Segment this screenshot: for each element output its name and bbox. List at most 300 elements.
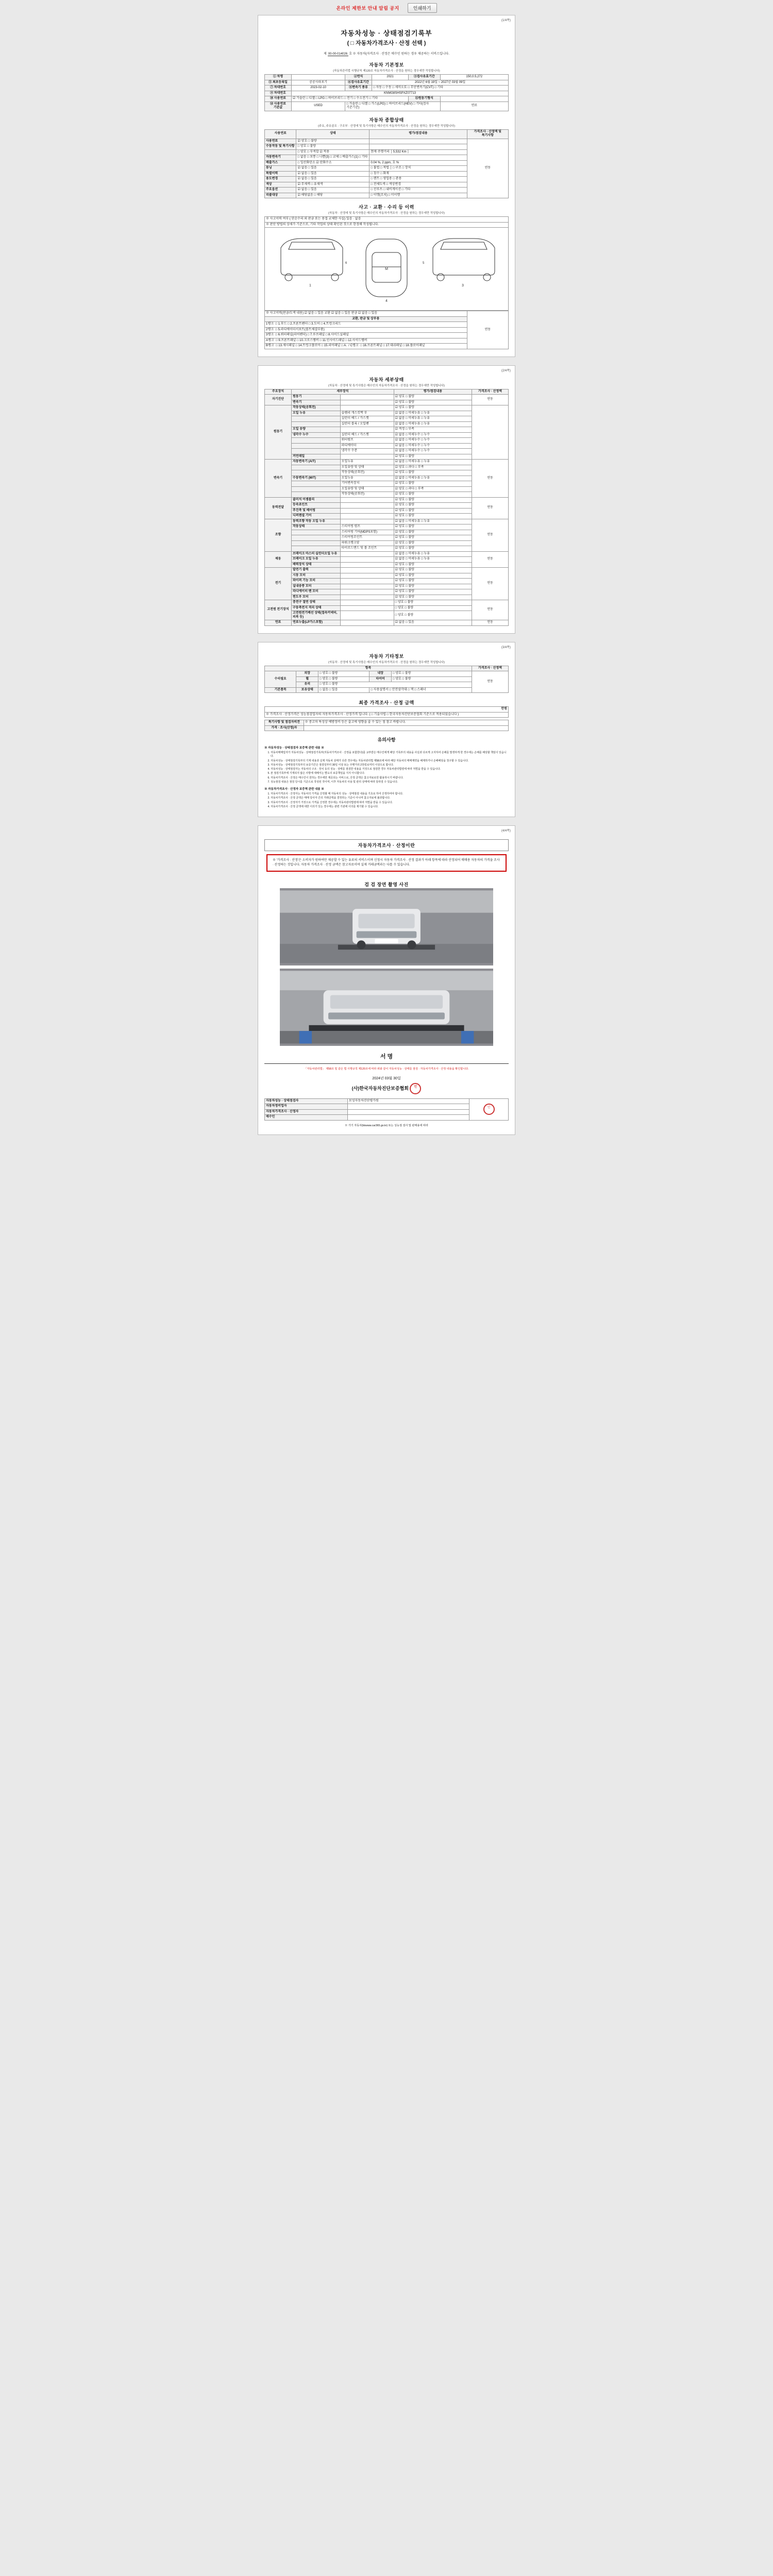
special-notes-table (264, 720, 509, 731)
detail-item-state: ☑ 양호 □ 불량 (394, 579, 472, 584)
detail-item-state: ☑ 양호 □ 불량 (394, 481, 472, 487)
detail-item-state: ☑ 없음 □ 미세누유 □ 누유 (394, 411, 472, 416)
table-row (265, 720, 509, 726)
detail-item-part (340, 503, 394, 509)
detail-item-sub (292, 535, 341, 541)
detail-item-state: ☑ 양호 □ 불량 (394, 454, 472, 460)
document-number-line (264, 51, 509, 56)
detail-body (265, 395, 509, 626)
detail-group-2-name: 변속기 (265, 460, 292, 498)
sign-row-1-value (347, 1104, 469, 1110)
other-row-1-c2: 타이어 (369, 676, 392, 682)
overall-row-9-state: ☑ 없음 □ 있음 (296, 188, 369, 193)
detail-item-part (340, 584, 394, 589)
detail-group-6-note: 연동 (472, 568, 509, 600)
detail-group-5-name: 제동 (265, 551, 292, 568)
detail-item-part: 실린더 헤드 / 가스켓 (340, 416, 394, 422)
signature-company-name: (사)한국자동차진단보증협회 (351, 1085, 409, 1091)
detail-item-part (340, 620, 394, 626)
detail-item-part (340, 579, 394, 584)
detail-item-part: 오일누유 (340, 460, 394, 465)
overall-row-3-state: □ 없음 □ 보통 □ 나쁨(3) □ 교체 □ 배출가스(1) □ 기타 (296, 155, 369, 161)
overall-row-9-key: 주요옵션 (265, 188, 296, 193)
basic-value-mileage: 150,0.5,272 (440, 75, 509, 80)
accident-notes-table (264, 216, 509, 228)
detail-head-3: 가격조사 · 산정액 (472, 389, 509, 395)
overall-row-7-key: 용도변경 (265, 177, 296, 182)
page-number-3: (3/4쪽) (501, 646, 511, 649)
notice-item: 5. 본 점검기록부에 기재되지 않은 사항에 대해서는 별도의 보증책임을 지지 아니합니다. (271, 772, 509, 775)
overall-row-4-detail: 0.04 %, 2 ppm, 호 % (369, 160, 467, 166)
doc-no-prefix: 제 (324, 53, 327, 56)
detail-item-part (340, 595, 394, 600)
basic-value-regdate: 2023-02-10 (292, 86, 345, 91)
notice-section-1-heading: ※ 자동차가격조사 · 산정자 보증책 관련 내용 ※ (264, 788, 324, 791)
detail-item-state: ☑ 양호 □ 불량 (394, 595, 472, 600)
detail-item-sub (292, 438, 341, 444)
detail-item-sub: 냉각수 누수 (292, 432, 341, 438)
detail-item-state: ☑ 없음 □ 미세누유 □ 누유 (394, 557, 472, 563)
overall-row-9-detail: □ 선루프 □ 내비게이션 □ 기타 (369, 188, 467, 193)
detail-item-sub (292, 449, 341, 454)
notice-item: 7. 성능점검 내용은 점검 당시를 기준으로 작성된 것이며, 이후 자동차의 사용 및 관리 상태에 따라 달라질 수 있습니다. (271, 781, 509, 784)
basic-value-name (292, 75, 345, 80)
overall-row-7-state: ☑ 없음 □ 있음 (296, 177, 369, 182)
section-note-accident: (자동차 · 산정에 및 특기사항은 매수인의 자동차가격조사 · 산정을 원하는 경우에만 작성합니다) (328, 212, 445, 215)
notice-item: 4. 자동차성능 · 상태점검자는 자동차의 구조 · 장치 등의 성능 · 상태를 점검한 내용을 거짓으로 점검한 경우 자동차관리법령에 따라 처벌을 받을 수 있습니다. (271, 768, 509, 771)
other-head-blank: 항목 (265, 666, 472, 671)
detail-item-state: ☑ 양호 □ 과다 □ 부족 (394, 465, 472, 470)
notice-section-1-list (271, 792, 509, 809)
assessor-label: 가격 · 조사(산정)자 (265, 725, 304, 731)
detail-item-part: 슬램리 개스킷짝 부 (340, 411, 394, 416)
basic-label-inspection: ⑥검사유효기간 (345, 80, 372, 86)
svg-text:M: M (385, 267, 388, 271)
signature-date: 2024년 03월 30일 (372, 1076, 401, 1080)
detail-item-sub: 커먼레일 (292, 454, 341, 460)
detail-item-part: 실린더 헤드 / 가스켓 (340, 432, 394, 438)
sign-seal-cell (469, 1098, 509, 1120)
detail-item-sub: 실내송풍 모터 (292, 584, 341, 589)
other-row-3-key: 기본품목 (265, 687, 296, 693)
detail-item-state: ☑ 양호 □ 불량 (394, 492, 472, 498)
accident-note-value: 연동 (467, 311, 508, 349)
print-button[interactable]: 인쇄하기 (408, 3, 437, 13)
detail-item-sub: 와이퍼 기능 모터 (292, 579, 341, 584)
detail-item-sub: 구동축전지 격리 상태 (292, 605, 341, 611)
inspection-photo-front (280, 888, 493, 965)
detail-item-sub: 작동상태 (292, 524, 341, 530)
detail-item-part (340, 573, 394, 579)
detail-item-sub: 고전원전기배선 상태(접속커넥터,피복 등) (292, 611, 341, 620)
section-title-overall: 자동차 종합상태 (369, 117, 404, 123)
divider (264, 1063, 509, 1064)
detail-item-sub: 동력조향 작동 오일 누유 (292, 519, 341, 524)
signature-table (264, 1098, 509, 1121)
overall-row-8-key: 색상 (265, 182, 296, 188)
detail-item-sub (292, 530, 341, 535)
detail-item-state: ☑ 양호 □ 불량 (394, 540, 472, 546)
toolbar (0, 0, 773, 15)
detail-item-part: 오일누유 (340, 476, 394, 481)
overall-row-1-state: □ 양호 □ 불량 (296, 144, 369, 150)
basic-value-fuel-unit: 연료 (440, 101, 509, 111)
basic-label-fuel: ⑩ 사용연료 (265, 96, 292, 102)
legend-2-key: 3랭크 (266, 333, 274, 336)
overall-row-4-key: 배출가스 (265, 160, 296, 166)
detail-item-part (340, 600, 394, 606)
accident-legend-2 (265, 333, 467, 338)
overall-row-1-key: 수동작동 및 특기사항 (265, 144, 296, 150)
detail-item-state: ☑ 양호 □ 불량 (394, 514, 472, 519)
detail-item-state: ☑ 양호 □ 불량 (394, 405, 472, 411)
table-row (265, 460, 509, 465)
detail-item-state: ☑ 없음 □ 미세누유 □ 누유 (394, 519, 472, 524)
section-title-basic: 자동차 기본정보 (369, 62, 404, 67)
notice-item: 2. 자동차가격조사 · 산정 금액은 매매 당사자 간의 거래금액을 결정하는 기준이 아니며 참고자료에 불과합니다. (271, 796, 509, 800)
detail-item-sub: 작동상태(공회전) (292, 405, 341, 411)
basic-value-fuel: ☑ 가솔린 □ 디젤 □ LPG □ 하이브리드 □ 전기 □ 수소전기 □ 기타 (292, 96, 409, 102)
detail-item-sub: 발전기 출력 (292, 568, 341, 573)
other-note: 연동 (472, 671, 509, 693)
signature-title: 서 명 (380, 1054, 393, 1060)
table-row (265, 91, 509, 96)
valuation-red-box: ※ '가격조사 · 산정'은 소비자가 원하여만 제공할 수 있는 유료의 서비스이며 신청시 자동차 가격조사 · 산정 결과가 아래 항목에 따라 산정되어 매매용 자동차의 가격을 조사 · 산정하는 것입니다. 자동차 가격조사 · 산정 금액은 참고자료이며 실제 거래금액과는 다를 수 있습니다. (266, 854, 507, 872)
detail-item-part: 파워크랭크암 (340, 540, 394, 546)
table-row (265, 217, 509, 223)
detail-group-5-note: 연동 (472, 551, 509, 568)
notice-item: 3. 자동차성능 · 상태점검기록부의 보증기간은 점검일부터 30일 이상 또는 주행거리 2천킬로미터 이상으로 합니다. (271, 764, 509, 767)
accident-legend-4: B랭크 □ 13.섀시패널 □ 14.트렁크플로어 □ 15.리어패널 □ A. / C랭크 □ 16.프론트패널 □ 17.대쉬패널 □ 18.플로어패널 (265, 344, 467, 349)
detail-item-state: ☑ 없음 □ 미세누유 □ 누유 (394, 476, 472, 481)
table-row (265, 405, 509, 411)
detail-item-part (340, 589, 394, 595)
sign-row-1-key: 자동차정비업자 (265, 1104, 348, 1110)
accident-result-table (264, 311, 509, 349)
overall-state-table (264, 129, 509, 199)
overall-row-1-detail (369, 144, 467, 150)
detail-item-sub: 브레이크 마스터 실린더오일 누유 (292, 551, 341, 557)
notice-section-0-list (271, 751, 509, 784)
detail-group-1-name: 원동기 (265, 405, 292, 460)
basic-label-fuelstd: ⑫ 사용연료 기준값 (265, 101, 292, 111)
signature-footer: ※ 가기 자동차(kkwww.car365.go.kr) 또는 성능점 검사 및 판매용에 따라 (345, 1124, 428, 1127)
detail-item-part: 작동상태(공회전) (340, 470, 394, 476)
detail-group-2-note: 연동 (472, 460, 509, 498)
notice-link[interactable]: 온라인 제한보 안내 알림 공지 (336, 6, 399, 11)
doc-no-suffix: 호 ※ 자동차(자격조사 · 산정은 매수인 원하는 경우 제공하는 서비스입니다. (349, 53, 449, 56)
table-row (265, 600, 509, 606)
table-row (265, 96, 509, 102)
detail-item-state: ☑ 양호 □ 불량 (394, 395, 472, 400)
legend-2-items: □ 6.쿼터패널(리어펜더) □ 7.루프패널 □ 8.사이드실패널 (275, 333, 349, 336)
other-row-0-v1: □ 양호 □ 불량 (318, 671, 369, 677)
overall-row-6-detail: □ 침수 □ 화재 (369, 171, 467, 177)
notice-item: 6. 자동차가격조사 · 산정은 매수인이 원하는 경우에만 제공되는 서비스로, 산정 금액은 참고자료로만 활용하시기 바랍니다. (271, 776, 509, 780)
detail-item-state: ☑ 적정 □ 부족 (394, 427, 472, 433)
detail-item-state: ☑ 없음 □ 미세누유 □ 누유 (394, 421, 472, 427)
other-row-1-c1: 휠 (296, 676, 318, 682)
detail-group-3-note: 연동 (472, 497, 509, 519)
detail-item-sub: 오일 누유 (292, 411, 341, 416)
legend-3-key: A랭크 (266, 338, 274, 342)
detail-item-sub (292, 540, 341, 546)
detail-item-sub: 추진축 및 베어링 (292, 508, 341, 514)
detail-item-sub: 클러치 어셈블리 (292, 497, 341, 503)
basic-value-fuelstd-detail: □ 가솔린 □ 디젤 □ 가스(LPG) □ 하이브리드(HEV) □ 기타(검사 기준기준) (345, 101, 440, 111)
notice-body (264, 746, 509, 809)
table-header-row (265, 129, 509, 139)
valuation-title: 자동차가격조사 · 산정이란 (264, 839, 509, 851)
overall-row-2-detail: 현재 주행거리 │ 5,532 Km │ (369, 149, 467, 155)
overall-head-2: 평가/점검내용 (369, 129, 467, 139)
detail-item-sub: 오일 유량 (292, 427, 341, 433)
detail-item-state: ☑ 양호 □ 불량 (394, 400, 472, 405)
detail-item-part (340, 395, 394, 400)
detail-item-state: ☑ 양호 □ 과다 □ 부족 (394, 486, 472, 492)
table-row (265, 620, 509, 626)
legend-0-items: □ 1.후드 □ 2.프론트펜더 □ 3.도어 □ 4.트렁크리드 (275, 323, 341, 326)
legend-3-items: □ 9.프론트패널 □ 10.크로스멤버 □ 11.인사이드패널 □ 12.사이드멤버 (275, 338, 367, 342)
detail-item-part: 냉각수 수분 (340, 449, 394, 454)
overall-note: 연동 (467, 139, 508, 198)
basic-label-validity: ③검사유효기간 (409, 75, 440, 80)
table-row (265, 671, 509, 677)
section-note-other: (자동차 · 산정에 및 특기사항은 매수인의 자동차가격조사 · 산정을 원하는 경우에만 작성합니다) (328, 660, 445, 664)
overall-row-5-detail: □ 불법 □ 적법 │ □ 구조 □ 장치 (369, 166, 467, 172)
detail-group-3-name: 동력전달 (265, 497, 292, 519)
other-row-1-v2: □ 양호 □ 불량 (391, 676, 472, 682)
detail-item-state: ☑ 양호 □ 불량 (394, 535, 472, 541)
detail-item-sub: 배력장치 상태 (292, 562, 341, 568)
car-damage-svg (267, 230, 506, 307)
sign-row-0-value: 보성자동차진단평가원 (347, 1098, 469, 1104)
detail-item-sub (292, 486, 341, 492)
detail-item-part (340, 611, 394, 620)
table-row (265, 725, 509, 731)
detail-item-part (340, 400, 394, 405)
detail-item-state: ☑ 양호 □ 불량 (394, 524, 472, 530)
detail-item-state: ☑ 없음 □ 미세누유 □ 누유 (394, 460, 472, 465)
overall-row-10-detail: □ 이행(조치) □ 미이행 (369, 193, 467, 198)
inspection-photo-lift (280, 969, 493, 1046)
basic-label-transmission: ⑧변속기 종류 (345, 86, 372, 91)
detail-item-sub (292, 421, 341, 427)
detail-item-sub (292, 465, 341, 470)
detail-item-state: ☑ 양호 □ 불량 (394, 497, 472, 503)
legend-5-key: C랭크 (350, 344, 359, 347)
basic-label-year: ②연식 (345, 75, 372, 80)
document-title: 자동차성능 · 상태점검기록부 (341, 29, 432, 37)
sign-row-2-value (347, 1109, 469, 1115)
detail-item-part (340, 562, 394, 568)
detail-item-part (340, 427, 394, 433)
detail-item-sub (292, 481, 341, 487)
table-row (265, 86, 509, 91)
section-note-basic: (자동차관리법 시행규칙 제120조 자동차가격조사 · 산정을 원하는 경우에만 작성합니다) (333, 70, 440, 73)
accident-result: ※ 사고이력(판금/도색 내용) ☑ 없음 □ 있음 교환 ☑ 없음 □ 있음 판금 ☑ 없음 □ 있음 (265, 311, 467, 317)
detail-item-part: 작동상태(공회전) (340, 492, 394, 498)
page-number-1: (1/4쪽) (501, 19, 511, 22)
other-head-right: 가격조사 · 산정액 (472, 666, 509, 671)
detail-item-sub: 자동변속기 (A/T) (292, 460, 341, 465)
detail-item-part: 스티어링 기어(MDPS포함) (340, 530, 394, 535)
final-amount-table (264, 706, 509, 718)
special-notes-label: 특기사항 및 점검자의견 (265, 720, 304, 726)
detail-item-part: 기어변속장치 (340, 481, 394, 487)
detail-item-state: ☑ 양호 □ 불량 (394, 562, 472, 568)
other-row-0-v2: □ 양호 □ 불량 (391, 671, 472, 677)
sign-row-3-value (347, 1115, 469, 1121)
detail-item-part (340, 454, 394, 460)
detail-group-8-note: 연동 (472, 620, 509, 626)
detail-item-sub: 충전구 절연 상태 (292, 600, 341, 606)
basic-label-firstreg: ⑤ 최초등록일 (265, 80, 292, 86)
detail-item-part (340, 405, 394, 411)
detail-head-2: 평가/점검내용 (394, 389, 472, 395)
accident-legend-3 (265, 338, 467, 344)
legend-1-key: 2랭크 (266, 328, 274, 331)
accident-note-1: ※ 판단 방법의 상세가 기준으로, 기타 작업의 상태 확인된 것으로 한정해 작성됩니다. (265, 222, 509, 228)
detail-item-sub: 윈도우 모터 (292, 595, 341, 600)
signature-red-notice: 「자동차관리법」 제58조 및 같은 법 시행규칙 제120조에 따라 위와 같이 자동차성능 · 상태를 점검 · 자동차가격조사 · 산정 내용을 확인합니다. (304, 1067, 469, 1071)
overall-row-10-state: ☑ 해당없음 □ 해당 (296, 193, 369, 198)
detail-group-8-name: 연료 (265, 620, 292, 626)
detail-item-state: ☑ 양호 □ 불량 (394, 530, 472, 535)
detail-group-4-note: 연동 (472, 519, 509, 551)
legend-5-items: □ 16.프론트패널 □ 17.대쉬패널 □ 18.플로어패널 (360, 344, 425, 347)
other-info-table (264, 666, 509, 693)
detail-item-part: 스티어링 펌프 (340, 524, 394, 530)
accident-legend-title: 교환, 판금 및 상부용 (265, 316, 467, 322)
svg-text:3: 3 (462, 284, 464, 287)
other-row-repair-key: 수리필요 (265, 671, 296, 688)
notice-item: 2. 자동차성능 · 상태점검기록부의 기재 내용과 실제 자동차 상태가 다른 경우에는 자동차관리법 제58조에 따라 해당 자동차의 매매계약을 해제하거나 손해배상을 청구할 수 있습니다. (271, 759, 509, 763)
table-row (265, 395, 509, 400)
sign-row-2-key: 자동차가격조사 · 산정자 (265, 1109, 348, 1115)
svg-text:5: 5 (423, 262, 425, 265)
detail-item-sub: 브레이크 오일 누유 (292, 557, 341, 563)
overall-row-2-key (265, 149, 296, 155)
detail-group-0-note: 연동 (472, 395, 509, 405)
other-row-2-c1: 유리 (296, 682, 318, 688)
detail-item-part: 타이로드엔드 및 볼 조인트 (340, 546, 394, 552)
photo-section-title: 검 검 장면 촬영 사진 (364, 882, 409, 888)
basic-value-fuelstd: USED (292, 101, 345, 111)
signature-company (264, 1083, 509, 1094)
detail-item-state: ☑ 양호 □ 불량 (394, 573, 472, 579)
basic-label-regdate: ⑦ 차대번호 (265, 86, 292, 91)
detail-item-part: 워터펌프 (340, 438, 394, 444)
overall-row-8-state: ☑ 무채색 □ 유채색 (296, 182, 369, 188)
table-row (265, 80, 509, 86)
other-row-2-v1: □ 양호 □ 불량 (318, 682, 472, 688)
special-notes-value: ※ 중고차 특성상 예방정비 등은 출고에 영향을 줄 수 있는 점 참고 바랍니다. (304, 720, 508, 726)
detail-item-sub: 변속기 (292, 400, 341, 405)
overall-row-3-key: 자동변속기 (265, 155, 296, 161)
detail-item-sub: 연료누출(LP가스포함) (292, 620, 341, 626)
table-row (265, 139, 509, 144)
seal-stamp-icon: 인 (410, 1083, 421, 1094)
detail-item-part: 라디에이터 (340, 443, 394, 449)
detail-item-sub: 수동변속기 (M/T) (292, 476, 341, 481)
overall-head-0: 사용연료 (265, 129, 296, 139)
detail-item-sub: 원동기 (292, 395, 341, 400)
other-row-3-c1: 보유상태 (296, 687, 318, 693)
detail-item-state: □ 양호 □ 불량 (394, 605, 472, 611)
section-note-overall: (주요, 주유골조 · 구조부 · 산정에 및 특기사항은 매수인의 자동차가격조사 · 산정을 원하는 경우에만 작성합니다) (318, 124, 455, 128)
basic-label-engine: ⑪원동기형식 (409, 96, 440, 102)
section-note-detail: (자동차 · 산정에 및 특기사항은 매수인의 자동차가격조사 · 산정을 원하는 경우에만 작성합니다) (328, 384, 445, 387)
detail-item-part: 오일유량 및 상태 (340, 486, 394, 492)
detail-group-6-name: 전기 (265, 568, 292, 600)
page-4 (258, 825, 515, 1134)
table-row (265, 568, 509, 573)
damage-diagram (264, 228, 509, 311)
overall-row-8-detail: □ 전체도색 □ 색상변경 (369, 182, 467, 188)
table-row (265, 497, 509, 503)
detail-item-state: ☑ 없음 □ 미세누유 □ 누유 (394, 551, 472, 557)
detail-item-sub: 디퍼렌셜 기어 (292, 514, 341, 519)
detail-item-sub (292, 470, 341, 476)
detail-item-part (340, 557, 394, 563)
detail-item-state: ☑ 없음 □ 미세누유 □ 누유 (394, 416, 472, 422)
detail-item-state: ☑ 양호 □ 불량 (394, 546, 472, 552)
page-1 (258, 15, 515, 357)
detail-item-part: 스티어링조인트 (340, 535, 394, 541)
detail-group-1-note (472, 405, 509, 460)
detail-item-part: 오일유량 및 상태 (340, 465, 394, 470)
detail-item-part (340, 514, 394, 519)
detail-item-sub: 라디에이터 팬 모터 (292, 589, 341, 595)
overall-row-6-key: 특별이력 (265, 171, 296, 177)
table-row (265, 101, 509, 111)
notice-title: 유의사항 (377, 737, 396, 742)
table-header-row (265, 666, 509, 671)
accident-note-0: ※ 사고이력 여부 ( 단순수리 외 판금 또는 용접 교체한 사실) 있음 · 없음 (265, 217, 509, 223)
sign-row-0-key: 자동차성능 · 상태점검자 (265, 1098, 348, 1104)
notice-item: 1. 자동차가격조사 · 산정자는 자동차의 가격을 산정할 때 자동차의 성능 · 상태점검 내용을 기초로 하여 산정하여야 합니다. (271, 792, 509, 796)
overall-row-5-key: 튜닝 (265, 166, 296, 172)
overall-row-4-state: □ 일산화탄소 ☑ 탄화수소 (296, 160, 369, 166)
accident-legend-1 (265, 327, 467, 333)
detail-item-part (340, 497, 394, 503)
detail-item-state: ☑ 없음 □ 있음 (394, 620, 472, 626)
table-row (265, 707, 509, 713)
detail-item-part (340, 551, 394, 557)
detail-item-part (340, 568, 394, 573)
basic-info-table (264, 74, 509, 111)
detail-item-sub (292, 443, 341, 449)
overall-row-3-detail (369, 155, 467, 161)
overall-head-3: 가격조사 · 산정액 및 특기사항 (467, 129, 508, 139)
overall-row-10-key: 리콜대상 (265, 193, 296, 198)
table-row (265, 551, 509, 557)
detail-item-state: ☑ 양호 □ 불량 (394, 589, 472, 595)
detail-item-part (340, 605, 394, 611)
table-header-row (265, 389, 509, 395)
overall-row-0-detail (369, 139, 467, 144)
table-row (265, 311, 509, 317)
basic-label-vin: ⑨ 차대번호 (265, 91, 292, 96)
detail-item-state: ☑ 없음 □ 미세누수 □ 누수 (394, 449, 472, 454)
basic-value-firstreg: 공공사파포기 (292, 80, 345, 86)
page-2 (258, 365, 515, 634)
section-title-other: 자동차 기타정보 (369, 653, 404, 659)
basic-value-engine (440, 96, 509, 102)
detail-group-7-note: 연동 (472, 600, 509, 620)
detail-item-part (340, 508, 394, 514)
